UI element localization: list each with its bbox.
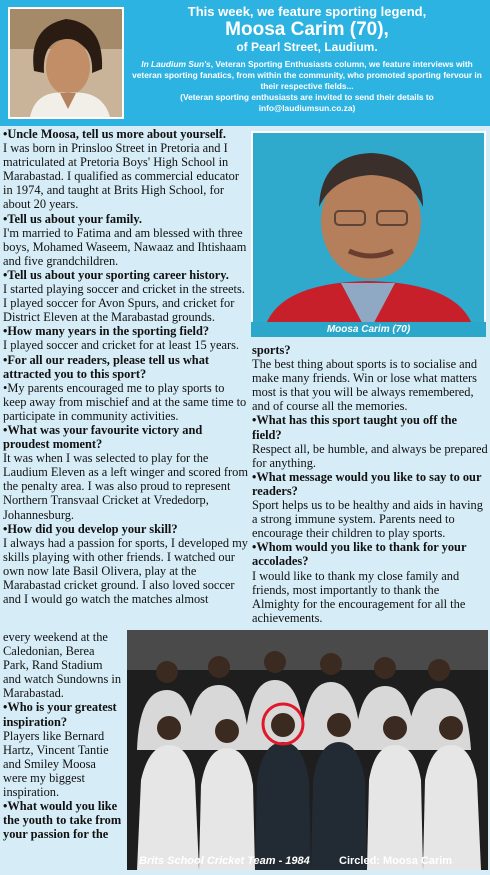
- feature-name: Moosa Carim (70),: [225, 19, 389, 40]
- question-heading: •For all our readers, please tell us what attracted you to this sport?: [3, 352, 210, 381]
- answer-text: Players like Bernard Hartz, Vincent Tantie and Smiley Moosa were my biggest inspiration.: [3, 728, 109, 800]
- team-caption-circled: Circled: Moosa Carim: [339, 855, 453, 867]
- question-heading: •What has this sport taught you off the field?: [252, 413, 458, 442]
- answer-text: I was born in Prinsloo Street in Pretoria and I matriculated at Pretoria Boys' High School in Marabastad. I qualified as commercial educator in 1974, and taught at Brits High School, for about 20 years.: [3, 141, 240, 212]
- answer-text: I played soccer and cricket for at least 15 years.: [3, 338, 239, 353]
- answer-text: The best thing about sports is to socialise and make many friends. Win or lose what matters most is that you will be always remembered, and of course all the memories.: [252, 357, 478, 414]
- question-heading: sports?: [252, 343, 291, 357]
- question-heading: •What was your favourite victory and proudest moment?: [3, 422, 203, 452]
- portrait-caption: Moosa Carim (70): [251, 322, 486, 337]
- interview-left-bottom: [3, 630, 123, 841]
- cricket-team-photo: [127, 630, 488, 870]
- answer-text: Sport helps us to be healthy and aids in having a strong immune system. Parents need to encourage their children to play sports.: [252, 498, 483, 541]
- team-photo-caption: [127, 852, 488, 870]
- question-heading: •What would you like the youth to take from your passion for the: [3, 799, 122, 842]
- question-heading: •Tell us about your family.: [3, 211, 142, 226]
- answer-text: I'm married to Fatima and am blessed with three boys, Mohamed Waseem, Nawaaz and Ihtishaam and five grandchildren.: [3, 225, 247, 268]
- question-heading: •How did you develop your skill?: [3, 521, 178, 536]
- question-heading: •What message would you like to say to our readers?: [252, 469, 482, 498]
- interview-right-column: [252, 343, 488, 625]
- column-description: [132, 59, 482, 92]
- answer-text: Respect all, be humble, and always be prepared for anything.: [252, 441, 488, 470]
- question-heading: •Who is your greatest inspiration?: [3, 700, 117, 729]
- interview-left-column: [3, 127, 248, 606]
- column-invite: (Veteran sporting enthusiasts are invited to send their details to info@laudiumsun.co.za): [180, 92, 434, 113]
- young-portrait-photo: [8, 7, 124, 119]
- answer-text: I always had a passion for sports, I developed my skills playing with other friends. I watched our own now late Basil Olivera, play at the Marabastad cricket ground. I also loved soccer and I would go watch the matches almost: [3, 535, 248, 607]
- answer-text: I would like to thank my close family and friends, most importantly to thank the Almighty for the encouragement for all the achievements.: [252, 568, 466, 625]
- feature-header: [0, 0, 490, 126]
- team-caption-title: Brits School Cricket Team - 1984: [139, 855, 310, 867]
- question-heading: •Uncle Moosa, tell us more about yourself.: [3, 127, 226, 141]
- answer-text: It was when I was selected to play for the Laudium Eleven as a left winger and scored from the penalty area. I was also proud to represent Northern Transvaal Cricket at Vrededorp, Johannesburg.: [3, 451, 248, 522]
- question-heading: •Whom would you like to thank for your accolades?: [252, 540, 467, 569]
- question-heading: •How many years in the sporting field?: [3, 324, 210, 339]
- answer-text: every weekend at the Caledonian, Berea Park, Rand Stadium and watch Sundowns in Marabastad.: [3, 630, 122, 701]
- column-name: In Laudium Sun's: [141, 59, 211, 69]
- current-portrait-photo: [251, 131, 486, 336]
- question-heading: •Tell us about your sporting career history.: [3, 267, 229, 282]
- header-intro: This week, we feature sporting legend,: [187, 4, 427, 19]
- column-description-text: , Veteran Sporting Enthusiasts column, we feature interviews with veteran sporting fanatics, from within the community, who promoted sporting fervour in their respective fields...: [132, 59, 482, 91]
- answer-text: I started playing soccer and cricket in the streets. I played soccer for Avon Spurs, and cricket for District Eleven at the Marabastad grounds.: [3, 282, 245, 325]
- feature-address: of Pearl Street, Laudium.: [236, 40, 378, 54]
- answer-text: •My parents encouraged me to play sports to keep away from mischief and at the same time to participate in community activities.: [3, 380, 247, 423]
